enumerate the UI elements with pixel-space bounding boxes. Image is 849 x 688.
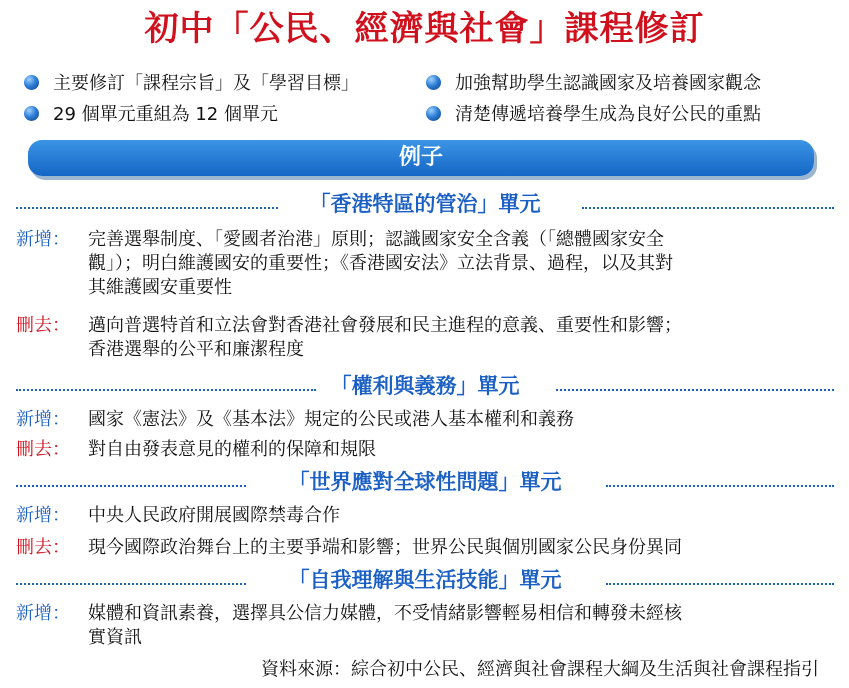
entry-line: 實資訊: [88, 627, 142, 648]
unit-header: [16, 190, 834, 218]
delete-label: 刪去：: [16, 439, 70, 460]
entry-line: 觀」）；明白維護國安的重要性；《香港國安法》立法背景、過程，以及其對: [88, 253, 673, 274]
entry-line: 國家《憲法》及《基本法》規定的公民或港人基本權利和義務: [88, 409, 574, 430]
bullet-dot-icon: [426, 106, 441, 121]
entry-line: 對自由發表意見的權利的保障和規限: [88, 439, 376, 460]
dotted-divider: [582, 207, 834, 209]
bullet-item: 主要修訂「課程宗旨」及「學習目標」: [24, 72, 359, 96]
add-label: 新增：: [16, 409, 70, 430]
page-title: 初中「公民、經濟與社會」課程修訂: [144, 9, 705, 49]
entry-line: 完善選舉制度、「愛國者治港」原則；認識國家安全含義（「總體國家安全: [88, 229, 664, 250]
bullet-item: 29 個單元重組為 12 個單元: [24, 103, 278, 127]
add-label: 新增：: [16, 229, 70, 250]
bullet-dot-icon: [426, 75, 441, 90]
dotted-divider: [606, 485, 834, 487]
delete-label: 刪去：: [16, 315, 70, 336]
entry-line: 香港選舉的公平和廉潔程度: [88, 339, 304, 360]
bullet-dot-icon: [24, 106, 39, 121]
bullet-dot-icon: [24, 75, 39, 90]
dotted-divider: [606, 583, 834, 585]
entry-line: 邁向普選特首和立法會對香港社會發展和民主進程的意義、重要性和影響；: [88, 315, 682, 336]
add-label: 新增：: [16, 505, 70, 526]
examples-banner: 例子: [28, 140, 814, 176]
unit-title: 「自我理解與生活技能」單元: [288, 568, 562, 592]
entry-line: 現今國際政治舞台上的主要爭端和影響；世界公民與個別國家公民身份異同: [88, 537, 682, 558]
bullet-item: 清楚傳遞培養學生成為良好公民的重點: [426, 103, 761, 127]
unit-header: [16, 468, 834, 496]
unit-title: 「香港特區的管治」單元: [309, 192, 541, 216]
entry-line: 中央人民政府開展國際禁毒合作: [88, 505, 340, 526]
entry-line: 其維護國安重要性: [88, 277, 232, 298]
bullet-item: 加強幫助學生認識國家及培養國家觀念: [426, 72, 761, 96]
unit-title: 「世界應對全球性問題」單元: [288, 470, 562, 494]
source-note: 資料來源：綜合初中公民、經濟與社會課程大綱及生活與社會課程指引: [261, 659, 819, 680]
delete-label: 刪去：: [16, 537, 70, 558]
unit-title: 「權利與義務」單元: [330, 374, 520, 398]
dotted-divider: [556, 389, 834, 391]
unit-header: [16, 372, 834, 400]
entry-line: 媒體和資訊素養，選擇具公信力媒體，不受情緒影響輕易相信和轉發未經核: [88, 603, 682, 624]
unit-header: [16, 566, 834, 594]
add-label: 新增：: [16, 603, 70, 624]
